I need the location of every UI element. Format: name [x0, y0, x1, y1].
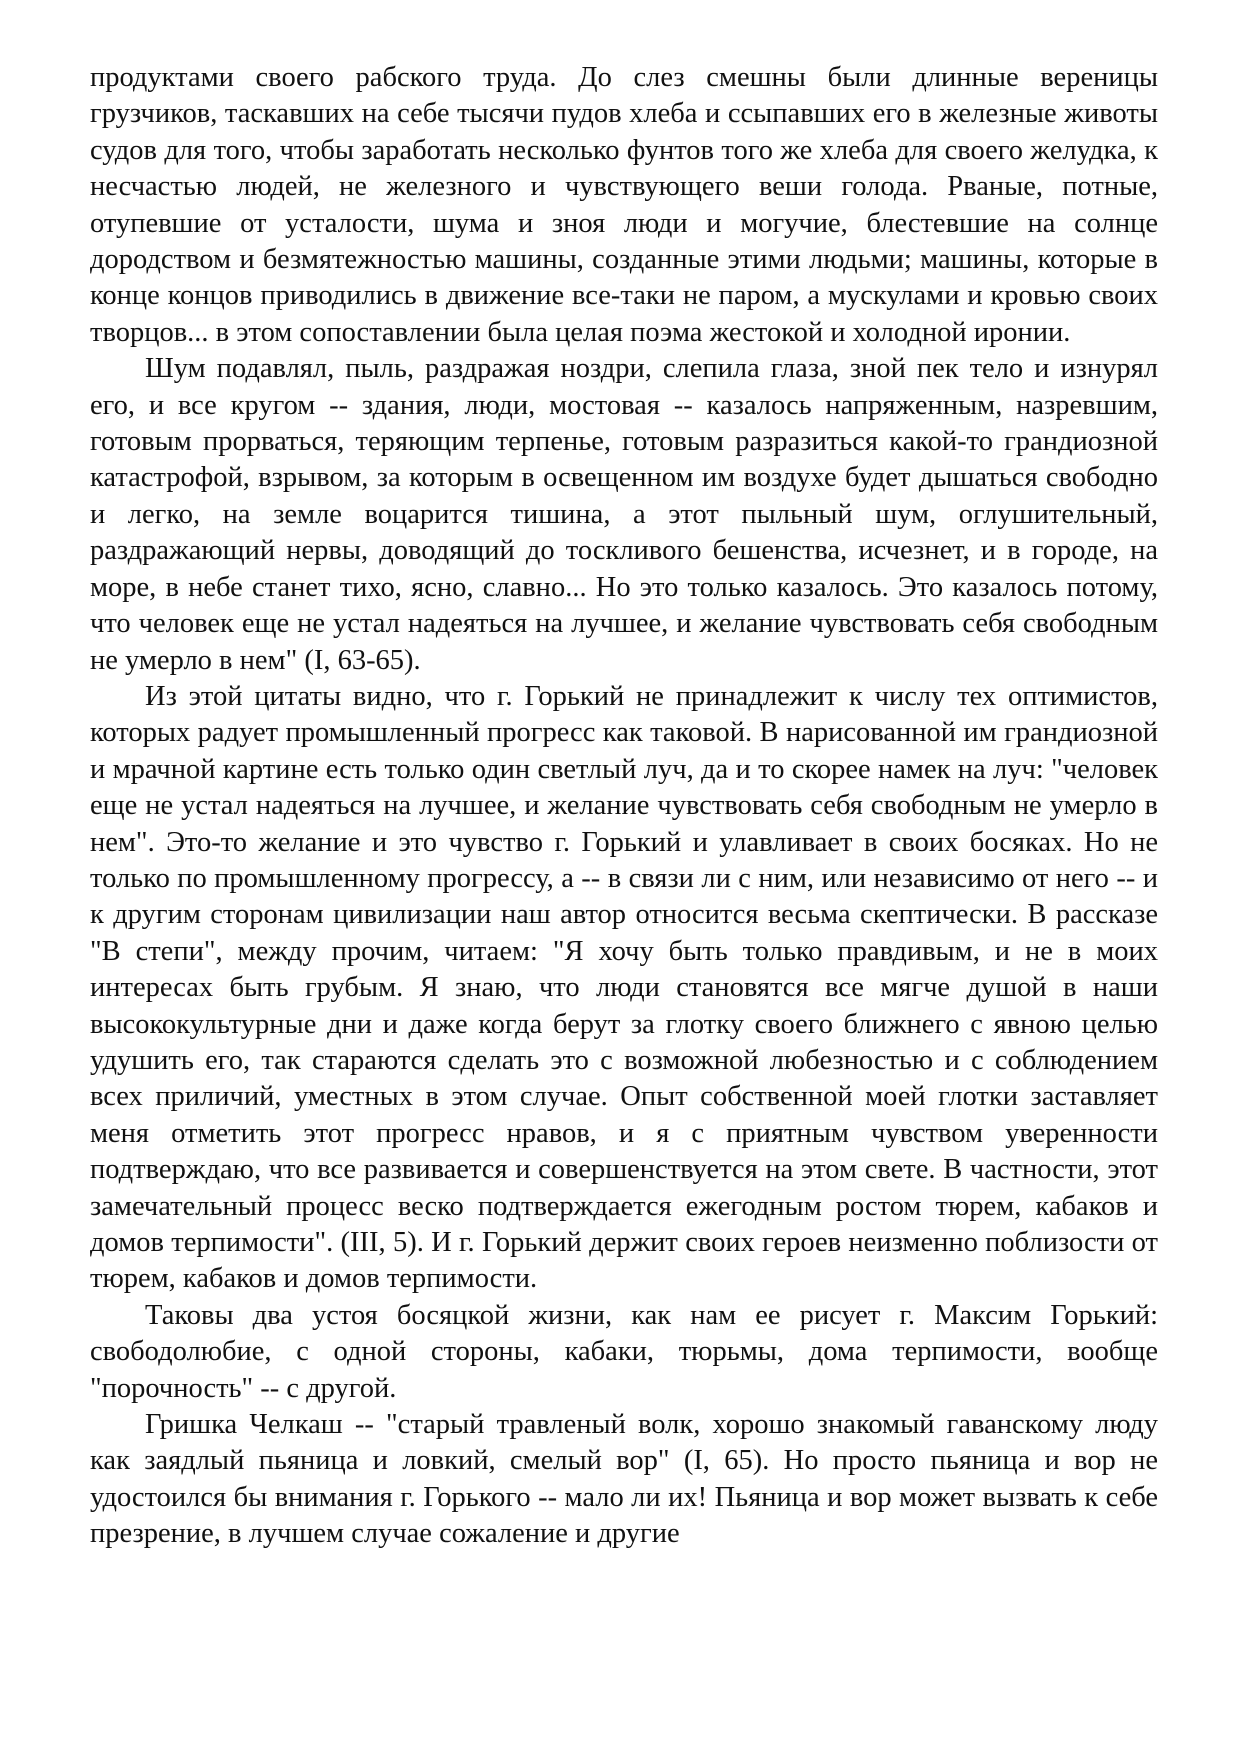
paragraph-3: Из этой цитаты видно, что г. Горький не принадлежит к числу тех оптимистов, которых радует промышленный прогресс как таковой. В нарисованной им грандиозной и мрачной картине есть только один светлый луч, да и то скорее намек на луч: "человек еще не устал надеяться на лучшее, и желание чувствовать себя свободным не умерло в нем". Это-то желание и это чувство г. Горький и улавливает в своих босяках. Но не только по промышленному прогрессу, а -- в связи ли с ним, или независимо от него -- и к другим сторонам цивилизации наш автор относится весьма скептически. В рассказе "В степи", между прочим, читаем: "Я хочу быть только правдивым, и не в моих интересах быть грубым. Я знаю, что люди становятся все мягче душой в наши высококультурные дни и даже когда берут за глотку своего ближнего с явною целью удушить его, так стараются сделать это с возможной любезностью и с соблюдением всех приличий, уместных в этом случае. Опыт собственной моей глотки заставляет меня отметить этот прогресс нравов, и я с приятным чувством уверенности подтверждаю, что все развивается и совершенствуется на этом свете. В частности, этот замечательный процесс веско подтверждается ежегодным ростом тюрем, кабаков и домов терпимости". (III, 5). И г. Горький держит своих героев неизменно поблизости от тюрем, кабаков и домов терпимости. — [90, 680, 1158, 1295]
paragraph-5: Гришка Челкаш -- "старый травленый волк, хорошо знакомый гаванскому люду как заядлый пьяница и ловкий, смелый вор" (I, 65). Но просто пьяница и вор не удостоился бы внимания г. Горького -- мало ли их! Пьяница и вор может вызвать к себе презрение, в лучшем случае сожаление и другие — [90, 1409, 1158, 1550]
paragraph-1: продуктами своего рабского труда. До слез смешны были длинные вереницы грузчиков, таскавших на себе тысячи пудов хлеба и ссыпавших его в железные животы судов для того, чтобы заработать несколько фунтов того же хлеба для своего желудка, к несчастью людей, не железного и чувствующего веши голода. Рваные, потные, отупевшие от усталости, шума и зноя люди и могучие, блестевшие на солнце дородством и безмятежностью машины, созданные этими людьми; машины, которые в конце концов приводились в движение все-таки не паром, а мускулами и кровью своих творцов... в этом сопоставлении была целая поэма жестокой и холодной иронии. — [90, 62, 1158, 348]
paragraph-2: Шум подавлял, пыль, раздражая ноздри, слепила глаза, зной пек тело и изнурял его, и все кругом -- здания, люди, мостовая -- казалось напряженным, назревшим, готовым прорваться, теряющим терпенье, готовым разразиться какой-то грандиозной катастрофой, взрывом, за которым в освещенном им воздухе будет дышаться свободно и легко, на земле воцарится тишина, а этот пыльный шум, оглушительный, раздражающий нервы, доводящий до тоскливого бешенства, исчезнет, и в городе, на море, в небе станет тихо, ясно, славно... Но это только казалось. Это казалось потому, что человек еще не устал надеяться на лучшее, и желание чувствовать себя свободным не умерло в нем" (I, 63-65). — [90, 353, 1158, 676]
document-page — [90, 60, 1158, 1553]
paragraph-4: Таковы два устоя босяцкой жизни, как нам ее рисует г. Максим Горький: свободолюбие, с одной стороны, кабаки, тюрьмы, дома терпимости, вообще "порочность" -- с другой. — [90, 1299, 1158, 1404]
